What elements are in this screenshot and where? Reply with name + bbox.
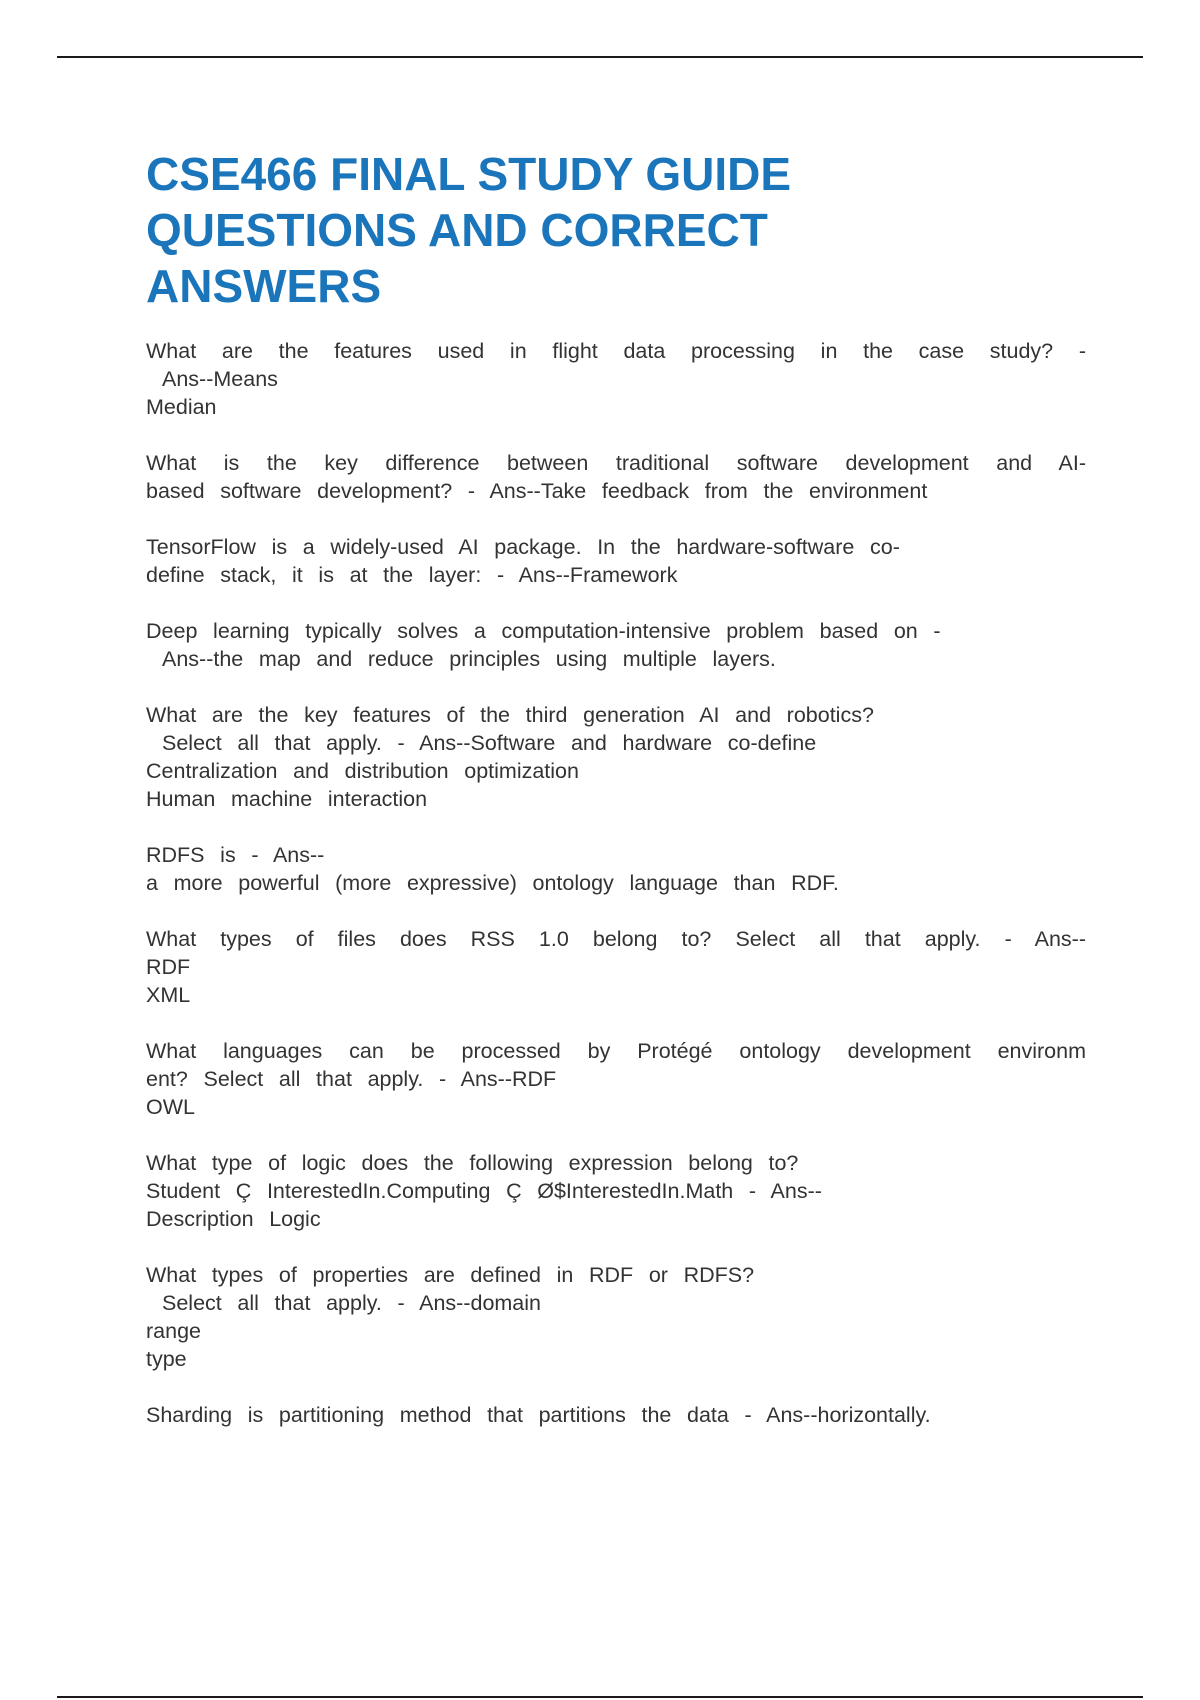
qa-line: Select all that apply. - Ans--domain <box>162 1291 542 1315</box>
qa-line: Ans--the map and reduce principles using multiple layers. <box>162 647 776 671</box>
qa-item <box>146 1037 1086 1121</box>
qa-line: What types of files does RSS 1.0 belong to? Select all that apply. - Ans-- <box>146 927 1086 951</box>
qa-line: range <box>146 1319 201 1343</box>
qa-line: Human machine interaction <box>146 787 428 811</box>
qa-line: OWL <box>146 1095 195 1119</box>
qa-line: define stack, it is at the layer: - Ans--Framework <box>146 563 678 587</box>
qa-line: ent? Select all that apply. - Ans--RDF <box>146 1067 557 1091</box>
qa-line: What is the key difference between traditional software development and AI- <box>146 451 1086 475</box>
qa-item <box>146 1261 1086 1373</box>
qa-line: Deep learning typically solves a computation-intensive problem based on - <box>146 619 941 643</box>
qa-line: Ans--Means <box>162 367 278 391</box>
qa-line: What are the key features of the third generation AI and robotics? <box>146 703 874 727</box>
footer-rule <box>57 1696 1143 1698</box>
qa-item <box>146 533 1086 589</box>
qa-line: Centralization and distribution optimization <box>146 759 579 783</box>
qa-item <box>146 617 1086 673</box>
qa-line: Student Ç InterestedIn.Computing Ç Ø$InterestedIn.Math - Ans-- <box>146 1179 822 1203</box>
qa-line: Sharding is partitioning method that partitions the data - Ans--horizontally. <box>146 1403 931 1427</box>
qa-line: Select all that apply. - Ans--Software and hardware co-define <box>162 731 817 755</box>
qa-item <box>146 701 1086 813</box>
qa-list <box>146 337 1086 1457</box>
qa-line: Description Logic <box>146 1207 321 1231</box>
document-title <box>146 146 1066 314</box>
qa-line: Median <box>146 395 217 419</box>
title-line: ANSWERS <box>146 260 382 312</box>
qa-item <box>146 925 1086 1009</box>
qa-line: based software development? - Ans--Take feedback from the environment <box>146 479 928 503</box>
qa-line: What are the features used in flight data processing in the case study? - <box>146 339 1086 363</box>
header-rule <box>57 56 1143 58</box>
qa-line: What type of logic does the following expression belong to? <box>146 1151 799 1175</box>
title-line: QUESTIONS AND CORRECT <box>146 204 768 256</box>
qa-line: TensorFlow is a widely-used AI package. In the hardware-software co- <box>146 535 900 559</box>
title-line: CSE466 FINAL STUDY GUIDE <box>146 148 792 200</box>
qa-line: a more powerful (more expressive) ontology language than RDF. <box>146 871 839 895</box>
qa-line: type <box>146 1347 187 1371</box>
qa-item <box>146 841 1086 897</box>
qa-item <box>146 449 1086 505</box>
qa-item <box>146 337 1086 421</box>
qa-line: What types of properties are defined in RDF or RDFS? <box>146 1263 755 1287</box>
qa-line: XML <box>146 983 191 1007</box>
qa-item <box>146 1401 1086 1429</box>
qa-item <box>146 1149 1086 1233</box>
qa-line: RDF <box>146 955 191 979</box>
qa-line: RDFS is - Ans-- <box>146 843 325 867</box>
qa-line: What languages can be processed by Protégé ontology development environm <box>146 1039 1086 1063</box>
